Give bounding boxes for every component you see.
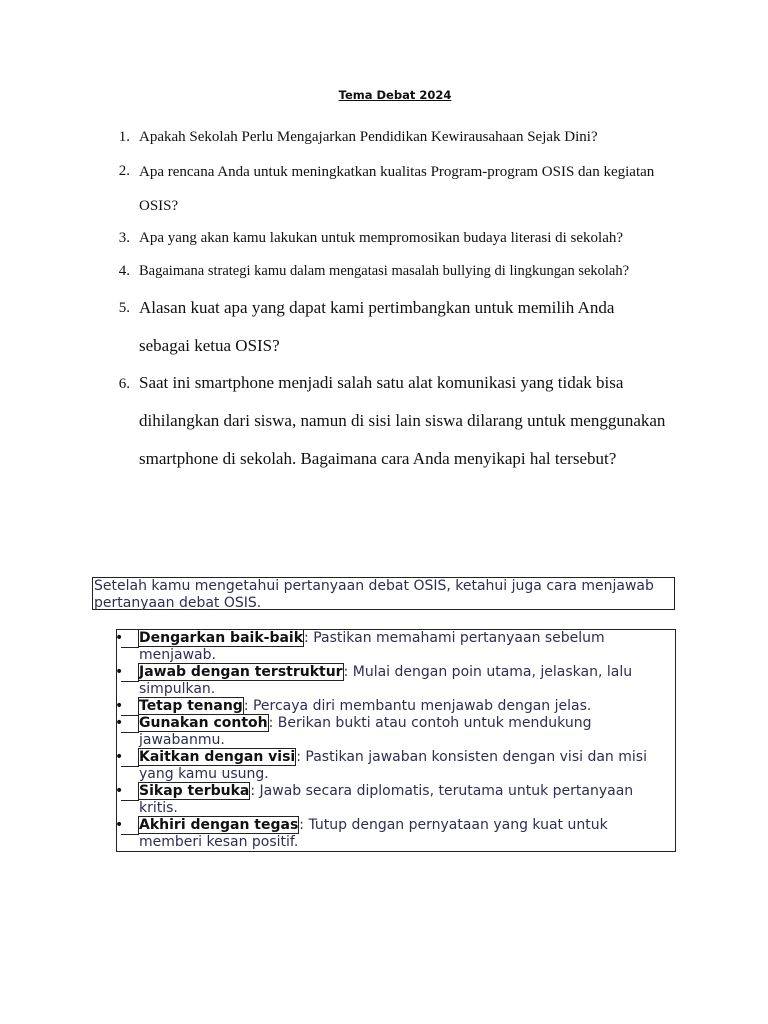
tips-list — [116, 629, 676, 852]
bullet-icon: • — [115, 698, 124, 714]
tip-description: : Berikan bukti atau contoh untuk mendukung jawabanmu. — [139, 715, 592, 748]
tip-description: : Percaya diri membantu menjawab dengan jelas. — [243, 698, 592, 714]
tip-description: : Pastikan jawaban konsisten dengan visi dan misi yang kamu usung. — [139, 749, 647, 782]
tip-description: : Pastikan memahami pertanyaan sebelum menjawab. — [139, 630, 605, 663]
tip-term: Dengarkan baik-baik — [139, 630, 304, 646]
question-number: 5. — [118, 300, 130, 316]
question-text: Bagaimana strategi kamu dalam mengatasi masalah bullying di lingkungan sekolah? — [139, 263, 630, 279]
tip-term: Sikap terbuka — [139, 783, 250, 799]
bullet-icon: • — [115, 783, 124, 799]
bullet-icon: • — [115, 664, 124, 680]
question-text: Apakah Sekolah Perlu Mengajarkan Pendidikan Kewirausahaan Sejak Dini? — [139, 129, 598, 145]
question-text: Alasan kuat apa yang dapat kami pertimbangkan untuk memilih Anda sebagai ketua OSIS? — [139, 298, 615, 355]
tip-term: Tetap tenang — [139, 698, 243, 714]
tip-term: Kaitkan dengan visi — [139, 749, 296, 765]
tip-description: : Mulai dengan poin utama, jelaskan, lalu simpulkan. — [139, 664, 633, 697]
bullet-icon: • — [115, 715, 124, 731]
question-number: 4. — [118, 263, 130, 279]
question-number: 6. — [118, 376, 130, 392]
bullet-icon: • — [115, 630, 124, 646]
tip-term: Akhiri dengan tegas — [139, 817, 299, 833]
question-number: 3. — [118, 230, 130, 246]
intro-paragraph: Setelah kamu mengetahui pertanyaan debat OSIS, ketahui juga cara menjawab pertanyaan debat OSIS. — [92, 577, 675, 610]
question-text: Saat ini smartphone menjadi salah satu alat komunikasi yang tidak bisa dihilangkan dari siswa, namun di sisi lain siswa dilarang untuk menggunakan smartphone di sekolah. Bagaimana cara Anda menyikapi hal tersebut? — [139, 373, 666, 468]
page-title: Tema Debat 2024 — [338, 88, 452, 102]
tip-description: : Jawab secara diplomatis, terutama untuk pertanyaan kritis. — [139, 783, 634, 816]
tip-term: Jawab dengan terstruktur — [139, 664, 343, 680]
bullet-icon: • — [115, 817, 124, 833]
question-number: 1. — [118, 129, 130, 145]
question-text: Apa rencana Anda untuk meningkatkan kualitas Program-program OSIS dan kegiatan OSIS? — [139, 164, 655, 214]
question-text: Apa yang akan kamu lakukan untuk mempromosikan budaya literasi di sekolah? — [139, 230, 624, 246]
tip-term: Gunakan contoh — [139, 715, 268, 731]
question-number: 2. — [118, 163, 130, 179]
bullet-icon: • — [115, 749, 124, 765]
tip-description: : Tutup dengan pernyataan yang kuat untuk memberi kesan positif. — [139, 817, 608, 850]
